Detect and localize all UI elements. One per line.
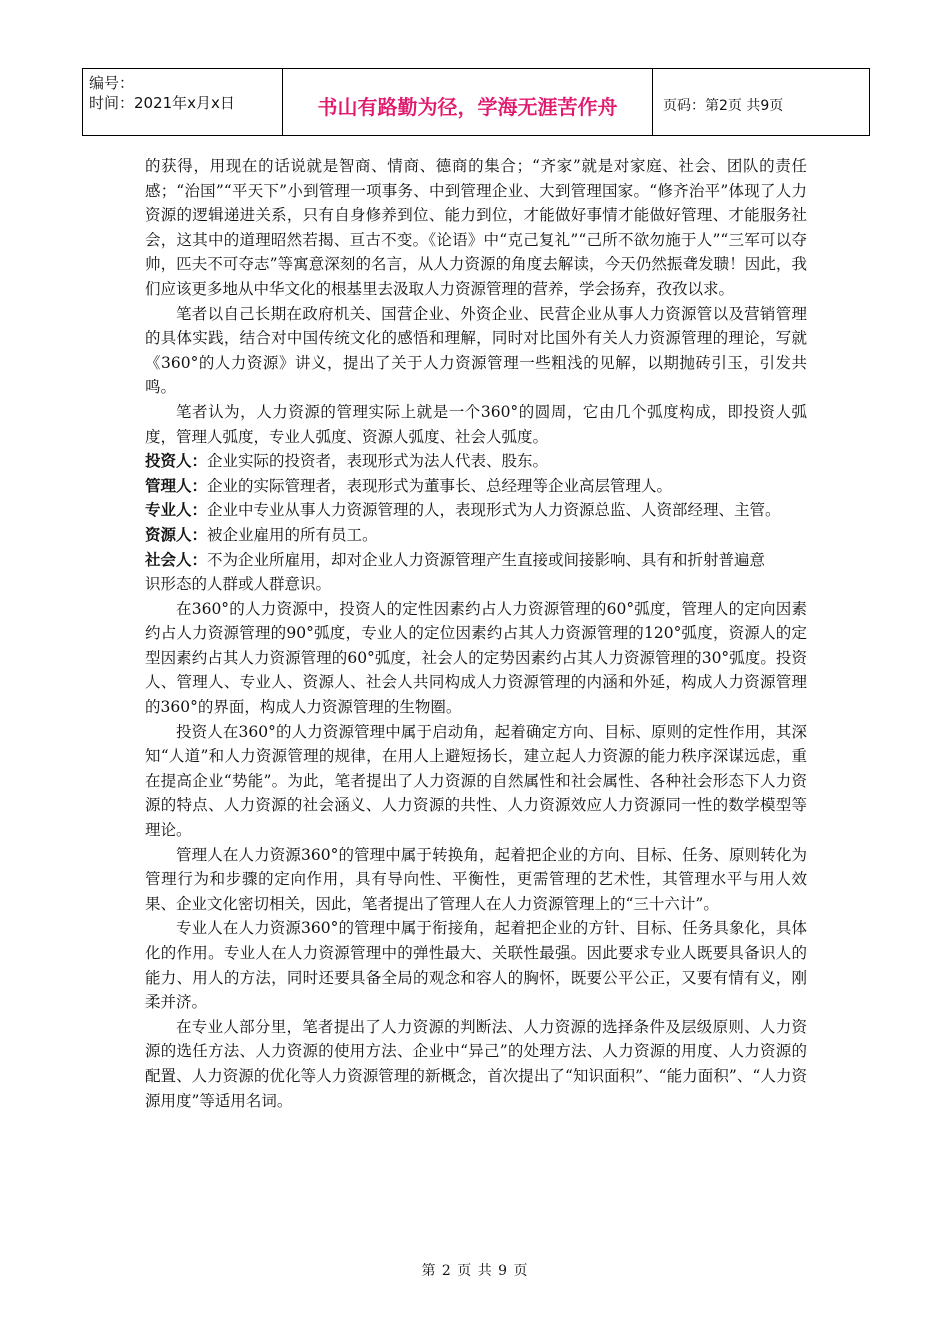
header-motto: 书山有路勤为径，学海无涯苦作舟 — [283, 69, 653, 135]
paragraph-6: 管理人在人力资源360°的管理中属于转换角，起着把企业的方向、目标、任务、原则转化为管理行为和步骤的定向作用，具有导向性、平衡性，更需管理的艺术性，其管理水平与用人效果、企业文化密切相关，因此，笔者提出了管理人在人力资源管理上的“三十六计”。 — [145, 845, 807, 913]
term-label: 管理人： — [145, 476, 208, 495]
page-footer: 第 2 页 共 9 页 — [421, 1263, 529, 1279]
paragraph-5: 投资人在360°的人力资源管理中属于启动角，起着确定方向、目标、原则的定性作用，其深知“人道”和人力资源管理的规律，在用人上避短扬长，建立起人力资源的能力秩序深谋远虑，重在提高企业“势能”。为此，笔者提出了人力资源的自然属性和社会属性、各种社会形态下人力资源的特点、人力资源的社会涵义、人力资源的共性、人力资源效应人力资源同一性的数学模型等理论。 — [145, 722, 807, 840]
term-text: 企业实际的投资者，表现形式为法人代表、股东。 — [207, 452, 549, 471]
term-manager — [145, 474, 807, 499]
document-body — [145, 154, 807, 1113]
term-text: 不为企业所雇用，却对企业人力资源管理产生直接或间接影响、具有和折射普遍意 — [207, 550, 766, 569]
paragraph-1: 的获得，用现在的话说就是智商、情商、德商的集合；“齐家”就是对家庭、社会、团队的责任感；“治国”“平天下”小到管理一项事务、中到管理企业、大到管理国家。“修齐治平”体现了人力资源的逻辑递进关系，只有自身修养到位、能力到位，才能做好事情才能做好管理、才能服务社会，这其中的道理昭然若揭、亘古不变。《论语》中“克己复礼”“己所不欲勿施于人”“三军可以夺帅，匹夫不可夺志”等寓意深刻的名言，从人力资源的角度去解读，今天仍然振聋发聩！因此，我们应该更多地从中华文化的根基里去汲取人力资源管理的营养，学会扬弃，孜孜以求。 — [145, 157, 807, 298]
term-label: 专业人： — [145, 501, 208, 520]
code-label: 编号： — [89, 74, 135, 92]
term-professional — [145, 498, 807, 523]
term-investor — [145, 449, 807, 474]
term-label: 投资人： — [145, 452, 208, 471]
paragraph-3: 笔者认为，人力资源的管理实际上就是一个360°的圆周，它由几个弧度构成，即投资人弧度，管理人弧度，专业人弧度、资源人弧度、社会人弧度。 — [145, 402, 807, 446]
time-label: 时间：2021年x月x日 — [89, 94, 235, 112]
term-text: 企业中专业从事人力资源管理的人，表现形式为人力资源总监、人资部经理、主管。 — [207, 501, 781, 520]
paragraph-7: 专业人在人力资源360°的管理中属于衔接角，起着把企业的方针、目标、任务具象化，具体化的作用。专业人在人力资源管理中的弹性最大、关联性最强。因此要求专业人既要具备识人的能力、用人的方法，同时还要具备全局的观念和容人的胸怀，既要公平公正，又要有情有义，刚柔并济。 — [145, 919, 807, 1012]
term-label: 资源人： — [145, 525, 208, 544]
paragraph-4: 在360°的人力资源中，投资人的定性因素约占人力资源管理的60°弧度，管理人的定向因素约占人力资源管理的90°弧度，专业人的定位因素约占其人力资源管理的120°弧度，资源人的定型因素约占其人力资源管理的60°弧度，社会人的定势因素约占其人力资源管理的30°弧度。投资人、管理人、专业人、资源人、社会人共同构成人力资源管理的内涵和外延，构成人力资源管理的360°的界面，构成人力资源管理的生物圈。 — [145, 599, 807, 717]
term-social-tail: 识形态的人群或人群意识。 — [145, 575, 332, 594]
term-label: 社会人： — [145, 550, 208, 569]
header-page-info: 页码：第2页 共9页 — [663, 98, 784, 114]
term-text: 企业的实际管理者，表现形式为董事长、总经理等企业高层管理人。 — [207, 476, 673, 495]
header-meta — [83, 69, 283, 135]
term-social — [145, 548, 807, 573]
paragraph-2: 笔者以自己长期在政府机关、国营企业、外资企业、民营企业从事人力资源管以及营销管理的具体实践，结合对中国传统文化的感悟和理解，同时对比国外有关人力资源管理的理论，写就《360°的人力资源》讲义，提出了关于人力资源管理一些粗浅的见解，以期抛砖引玉，引发共鸣。 — [145, 304, 807, 397]
page-header — [82, 68, 870, 136]
term-resource — [145, 523, 807, 548]
paragraph-8: 在专业人部分里，笔者提出了人力资源的判断法、人力资源的选择条件及层级原则、人力资源的选任方法、人力资源的使用方法、企业中“异己”的处理方法、人力资源的用度、人力资源的配置、人力资源的优化等人力资源管理的新概念，首次提出了“知识面积”、“能力面积”、“人力资源用度”等适用名词。 — [145, 1017, 807, 1110]
term-text: 被企业雇用的所有员工。 — [207, 525, 378, 544]
